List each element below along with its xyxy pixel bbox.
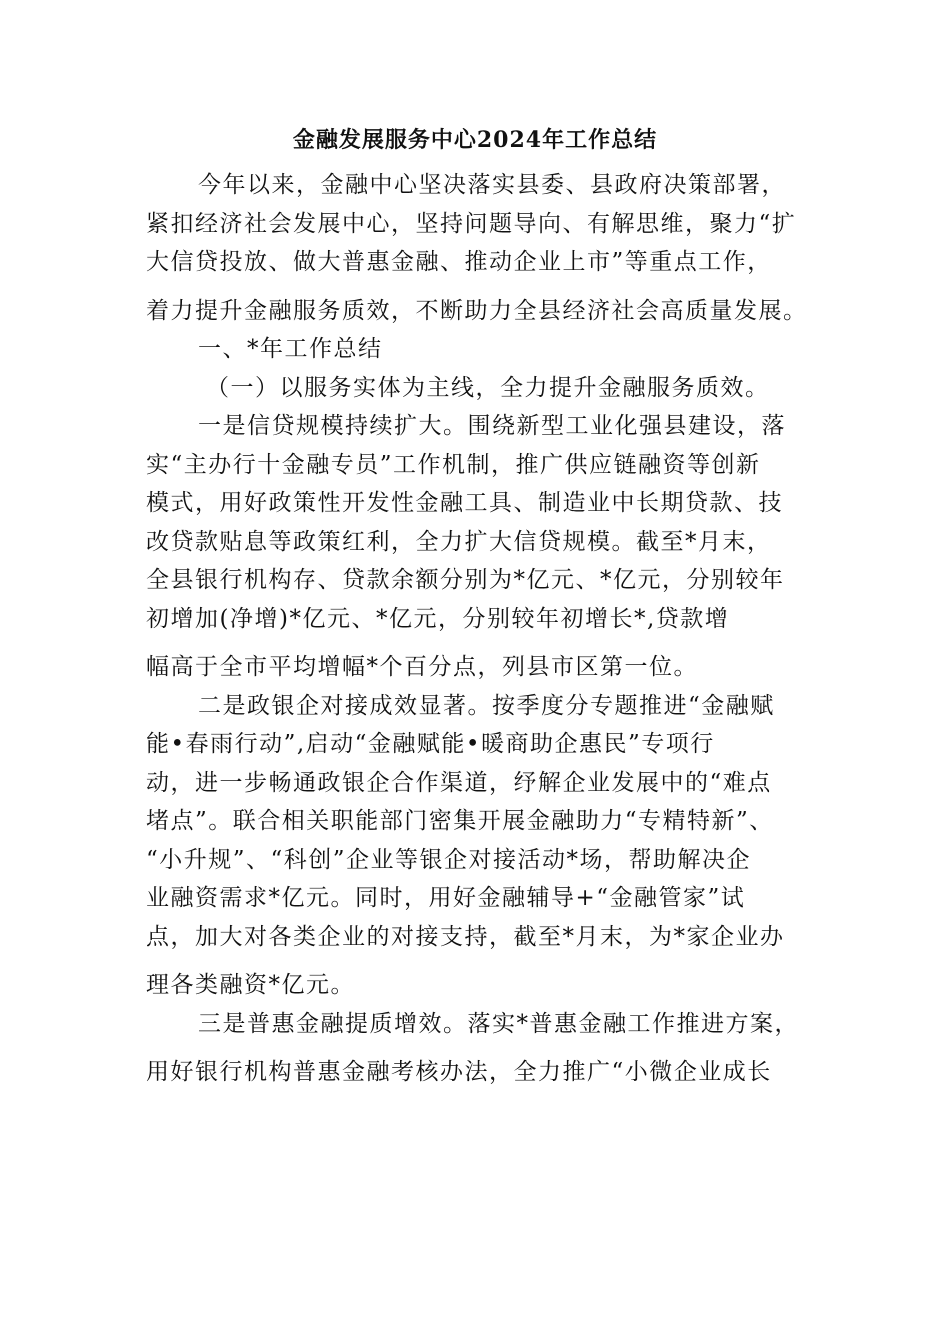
paragraph-2-line-4: 堵点”。联合相关职能部门密集开展金融助力“专精特新”、 — [146, 808, 774, 834]
paragraph-2-line-2: 能•春雨行动”,启动“金融赋能•暖商助企惠民”专项行 — [146, 731, 715, 757]
paragraph-2-line-8: 理各类融资*亿元。 — [146, 972, 355, 998]
paragraph-1-line-2: 实“主办行十金融专员”工作机制，推广供应链融资等创新 — [146, 451, 761, 478]
paragraph-1-line-6: 初增加(净增)*亿元、*亿元，分别较年初增长*,贷款增 — [146, 605, 730, 632]
intro-line-4: 着力提升金融服务质效，不断助力全县经济社会高质量发展。 — [146, 297, 808, 324]
paragraph-3-line-2: 用好银行机构普惠金融考核办法，全力推广“小微企业成长 — [146, 1059, 772, 1085]
paragraph-2-line-7: 点，加大对各类企业的对接支持，截至*月末，为*家企业办 — [146, 923, 785, 950]
paragraph-1-line-5: 全县银行机构存、贷款余额分别为*亿元、*亿元，分别较年 — [146, 567, 785, 593]
section-heading: 一、*年工作总结 — [198, 336, 383, 362]
intro-line-1: 今年以来，金融中心坚决落实县委、县政府决策部署， — [198, 172, 786, 198]
paragraph-2-line-5: “小升规”、“科创”企业等银企对接活动*场，帮助解决企 — [146, 846, 752, 873]
document-body — [146, 166, 806, 1092]
intro-line-2: 紧扣经济社会发展中心，坚持问题导向、有解思维，聚力“扩 — [146, 210, 797, 237]
paragraph-3-line-1: 三是普惠金融提质增效。落实*普惠金融工作推进方案， — [198, 1010, 799, 1037]
paragraph-1-line-3: 模式，用好政策性开发性金融工具、制造业中长期贷款、技 — [146, 490, 783, 516]
intro-line-3: 大信贷投放、做大普惠金融、推动企业上市”等重点工作， — [146, 249, 772, 275]
paragraph-2-line-3: 动，进一步畅通政银企合作渠道，纾解企业发展中的“难点 — [146, 769, 772, 796]
paragraph-1-line-4: 改贷款贴息等政策红利，全力扩大信贷规模。截至*月末， — [146, 528, 772, 555]
paragraph-2-line-1: 二是政银企对接成效显著。按季度分专题推进“金融赋 — [198, 692, 775, 719]
paragraph-1-line-7: 幅高于全市平均增幅*个百分点，列县市区第一位。 — [146, 654, 698, 680]
paragraph-1-line-1: 一是信贷规模持续扩大。围绕新型工业化强县建设，落 — [198, 413, 786, 439]
subsection-heading: （一）以服务实体为主线，全力提升金融服务质效。 — [206, 374, 770, 401]
paragraph-2-line-6: 业融资需求*亿元。同时，用好金融辅导+“金融管家”试 — [146, 885, 746, 911]
document-title: 金融发展服务中心2024年工作总结 — [292, 127, 658, 153]
